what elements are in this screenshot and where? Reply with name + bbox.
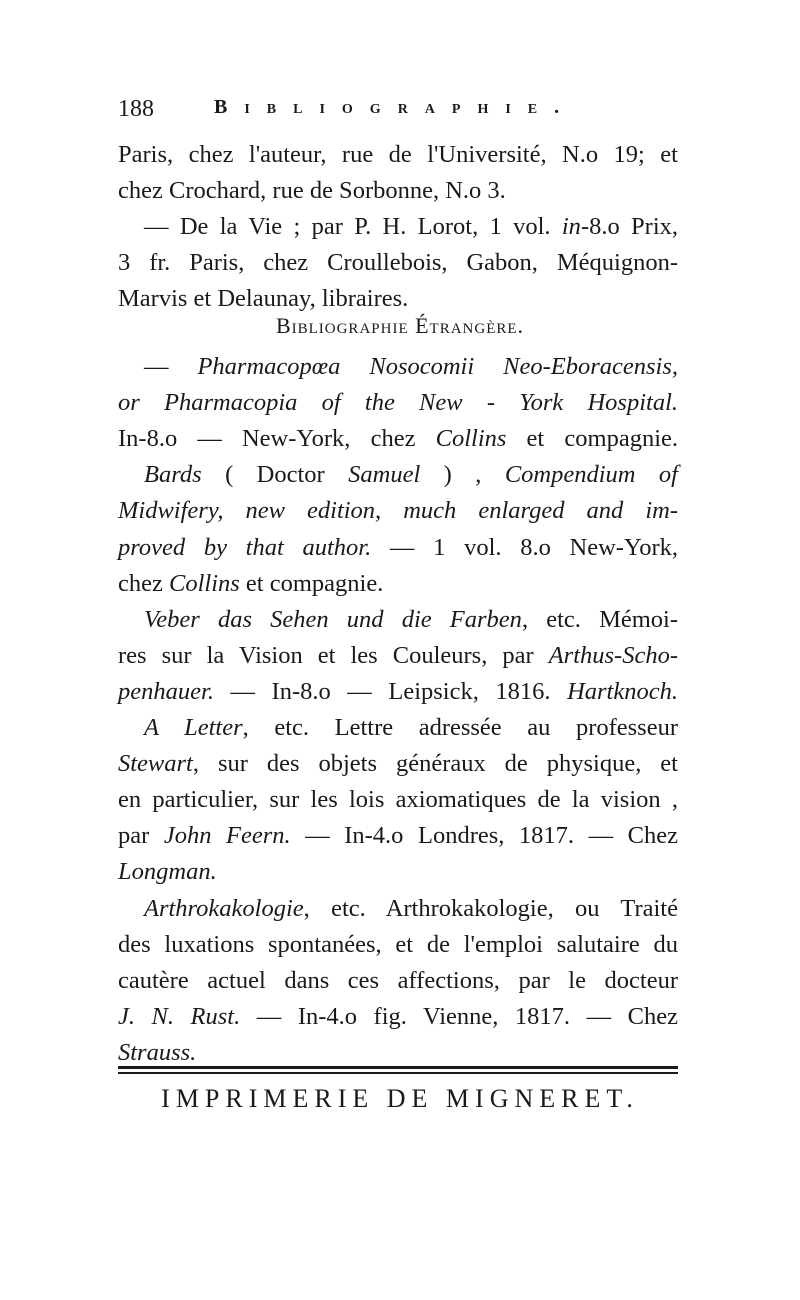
italic-text: Midwifery, new edition, much enlarged and im- — [118, 497, 678, 525]
text-line — [118, 176, 678, 206]
text-segment: 3 fr. Paris, chez Croullebois, Gabon, Méquignon- — [118, 249, 678, 276]
text-segment: — — [144, 353, 198, 380]
page-number: 188 — [118, 96, 154, 122]
italic-text: Collins — [169, 569, 240, 597]
italic-text: Strauss. — [118, 1038, 197, 1066]
text-line — [118, 496, 678, 526]
text-segment: et compagnie. — [506, 425, 678, 453]
imprint: IMPRIMERIE DE MIGNERET. — [161, 1084, 639, 1113]
italic-text: A Letter — [144, 714, 243, 741]
double-rule-top — [118, 1066, 678, 1069]
italic-text: Arthus-Scho- — [548, 641, 678, 669]
text-line — [118, 785, 678, 815]
italic-text: J. N. Rust. — [118, 1002, 241, 1030]
text-line — [118, 352, 678, 382]
text-line — [118, 677, 678, 707]
italic-text: Collins — [435, 425, 507, 453]
running-header — [118, 94, 578, 130]
text-segment: chez Crochard, rue de Sorbonne, N.o 3. — [118, 177, 506, 204]
text-segment: -8.o Prix, — [580, 213, 679, 240]
text-line — [118, 460, 678, 490]
italic-text: Bards — [144, 461, 202, 489]
italic-text: penhauer. — [118, 677, 214, 705]
text-segment: — In-4.o Londres, 1817. — Chez — [290, 822, 678, 850]
text-segment: Paris, chez l'auteur, rue de l'Université, N.o 19; et — [118, 141, 678, 168]
italic-text: Longman. — [118, 858, 217, 886]
italic-text: in — [561, 213, 581, 240]
double-rule-bottom — [118, 1072, 678, 1074]
text-segment: — In-4.o fig. Vienne, 1817. — Chez — [240, 1002, 678, 1030]
text-segment: et compagnie. — [239, 569, 384, 597]
italic-text: or Pharmacopia of the New - York Hospital. — [118, 389, 678, 417]
running-head-title: Bibliographie. — [214, 96, 577, 118]
italic-text: Pharmacopœa Nosocomii Neo-Eboracensis, — [197, 353, 678, 380]
italic-text: proved by that author. — [118, 533, 372, 561]
text-line — [118, 821, 678, 851]
italic-text: Hartknoch. — [567, 677, 678, 705]
text-segment: — 1 vol. 8.o New-York, — [371, 533, 678, 561]
section-title: Bibliographie Étrangère. — [275, 313, 525, 338]
text-segment: — De la Vie ; par P. H. Lorot, 1 vol. — [144, 213, 562, 240]
text-segment: — In-8.o — Leipsick, 1816. — [213, 677, 568, 705]
text-line — [118, 857, 678, 887]
text-line — [118, 388, 678, 418]
text-segment: des luxations spontanées, et de l'emploi salutaire du — [118, 930, 678, 958]
text-line — [118, 749, 678, 779]
italic-text: John Feern. — [163, 822, 291, 850]
text-segment: chez — [118, 569, 169, 597]
text-line — [118, 966, 678, 996]
text-line — [118, 641, 678, 671]
text-segment: , sur des objets généraux de physique, et — [192, 750, 678, 778]
text-segment: , etc. Lettre adressée au professeur — [242, 714, 679, 741]
italic-text: Stewart — [118, 750, 193, 778]
text-segment: Marvis et Delaunay, libraires. — [118, 285, 409, 312]
text-line — [118, 533, 678, 563]
text-segment: cautère actuel dans ces affections, par le docteur — [118, 966, 678, 994]
italic-text: Arthrokakologie — [144, 894, 304, 922]
text-segment: , etc. Arthrokakologie, ou Traité — [303, 894, 678, 922]
text-segment: In-8.o — New-York, chez — [118, 425, 436, 453]
text-line — [118, 140, 678, 170]
text-segment: , etc. Mémoi- — [521, 605, 678, 633]
text-segment: par — [118, 822, 164, 850]
text-line — [118, 1002, 678, 1032]
italic-text: Samuel — [348, 461, 421, 489]
italic-text: Veber das Sehen und die Farben — [144, 605, 522, 633]
text-line — [118, 930, 678, 960]
text-line — [118, 212, 678, 242]
text-segment: ) , — [420, 461, 505, 489]
text-line — [118, 284, 678, 314]
text-line — [118, 569, 678, 599]
text-segment: res sur la Vision et les Couleurs, par — [118, 641, 549, 669]
text-line — [118, 424, 678, 454]
italic-text: Compendium of — [504, 461, 678, 489]
text-segment: en particulier, sur les lois axiomatiques de la vision , — [118, 786, 678, 814]
text-line — [118, 1038, 678, 1068]
text-line — [118, 248, 678, 278]
text-line — [118, 605, 678, 635]
text-line — [118, 894, 678, 924]
text-line — [118, 713, 678, 743]
text-segment: ( Doctor — [201, 461, 349, 489]
